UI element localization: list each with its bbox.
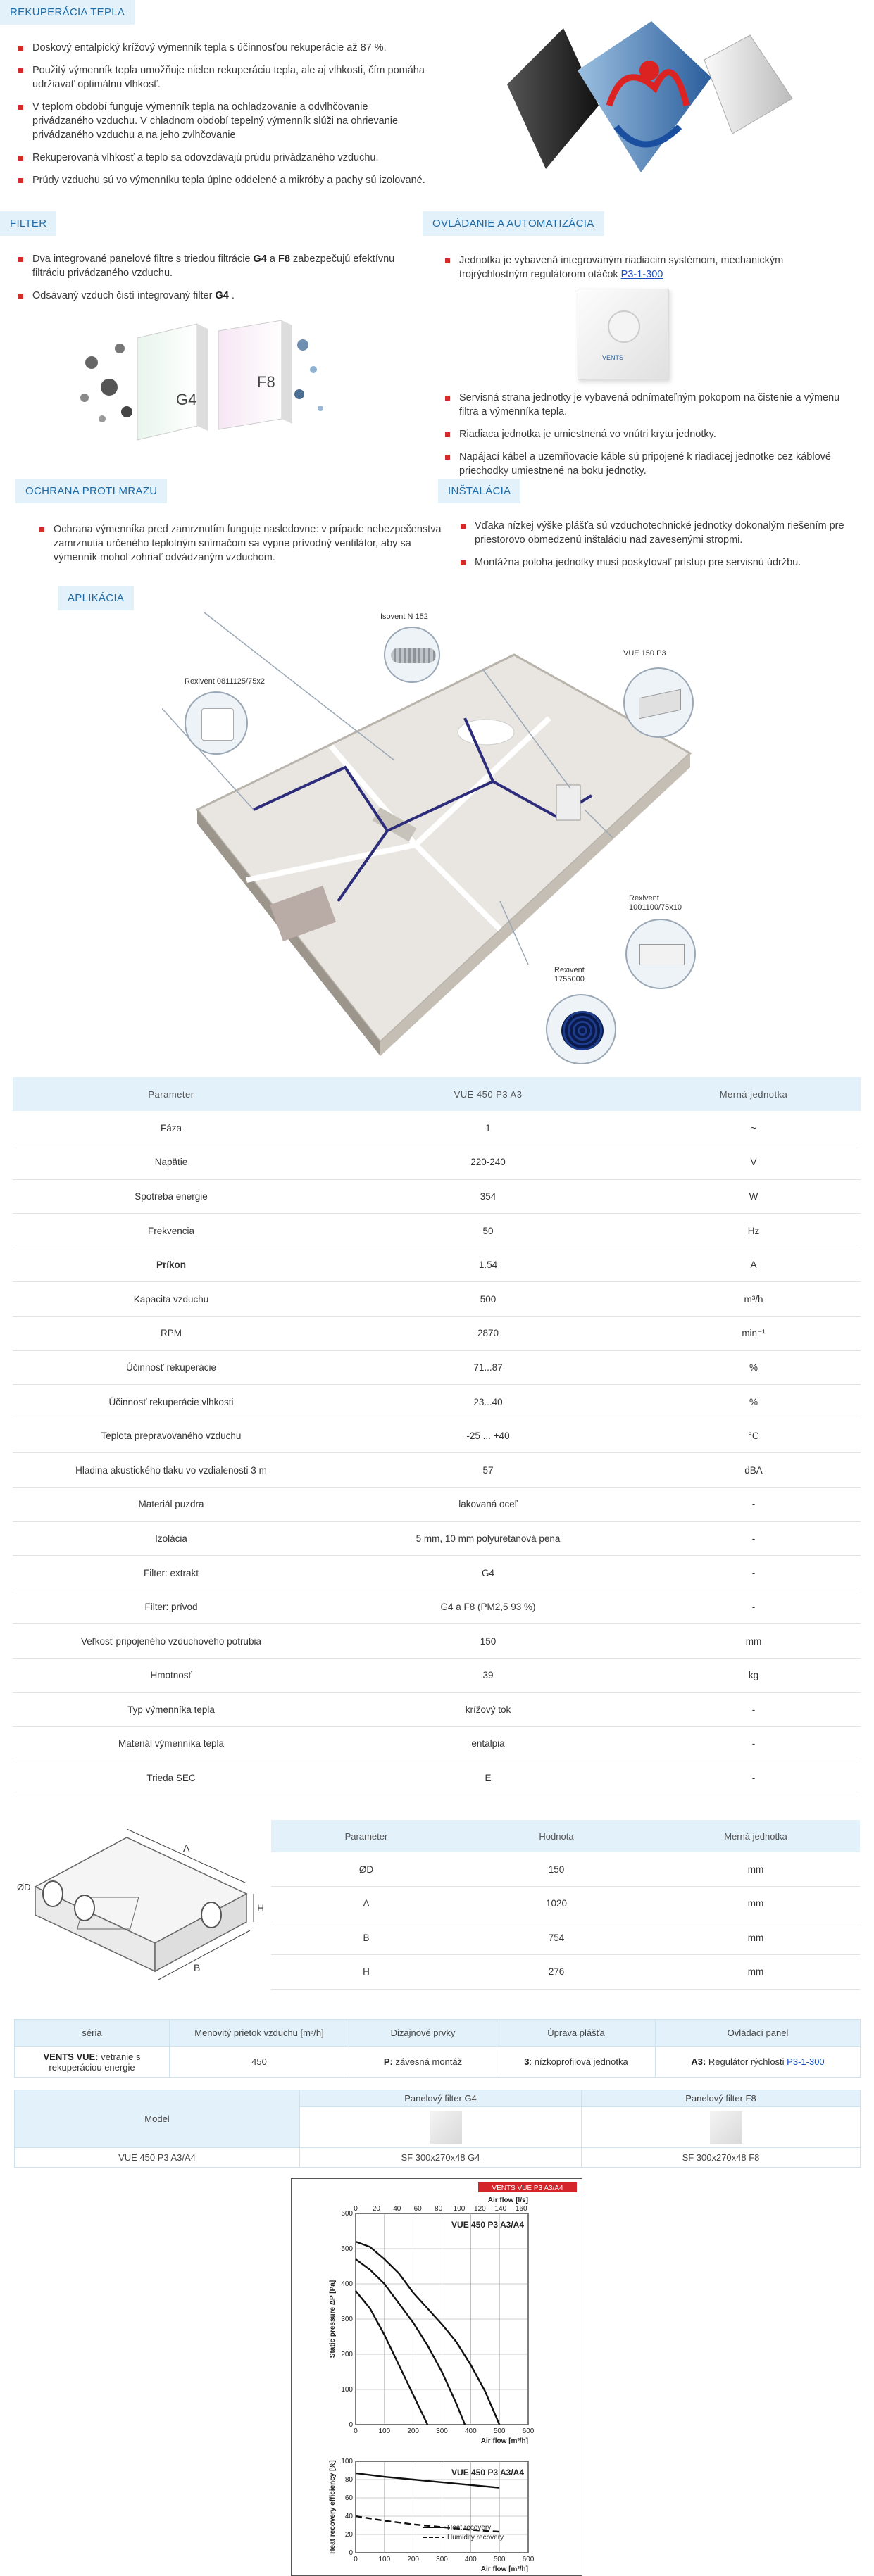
param-value-cell: 57 [330, 1453, 647, 1488]
param-name-cell: Spotreba energie [13, 1179, 330, 1214]
series-table [14, 2019, 861, 2078]
param-name-cell: Hmotnosť [13, 1659, 330, 1693]
param-unit-cell: Hz [647, 1214, 861, 1248]
x-tick-label: 600 [522, 2556, 535, 2563]
dim-label-a: A [183, 1842, 190, 1854]
table-row [271, 1955, 860, 1990]
callout-rexivent-3-label: Rexivent 1755000 [554, 966, 585, 984]
param-name-cell: Účinnosť rekuperácie vlhkosti [13, 1385, 330, 1419]
filter-g4-header: Panelový filter G4 [300, 2090, 582, 2107]
filter-f8-header: Panelový filter F8 [582, 2090, 861, 2107]
param-value-cell: 5 mm, 10 mm polyuretánová pena [330, 1521, 647, 1556]
param-value-cell: 220-240 [330, 1145, 647, 1180]
param-value-cell: 150 [330, 1624, 647, 1659]
install-bullets [458, 519, 859, 578]
y-tick-label: 100 [341, 2458, 353, 2465]
col-series: séria [15, 2020, 170, 2047]
recovery-bullet: Rekuperovaná vlhkosť a teplo sa odovzdávajú prúdu privádzaného vzduchu. [15, 151, 431, 165]
top-tick-label: 0 [354, 2205, 358, 2213]
param-unit-cell: dBA [647, 1453, 861, 1488]
control-bullet: Servisná strana jednotky je vybavená odnímateľným pokopom na čistenie a výmenu filtra a výmenníka tepla. [442, 391, 851, 419]
param-name-cell: Typ výmenníka tepla [13, 1692, 330, 1727]
table-row [271, 1887, 860, 1921]
param-value-cell: -25 ... +40 [330, 1419, 647, 1453]
table-row [13, 1350, 861, 1385]
top-tick-label: 60 [413, 2205, 422, 2213]
table-row [271, 1921, 860, 1955]
table-row [271, 1852, 860, 1887]
filter-g4-image-cell [300, 2107, 582, 2148]
param-value-cell: lakovaná oceľ [330, 1488, 647, 1522]
table-row [13, 1179, 861, 1214]
table-row [13, 1282, 861, 1317]
param-unit-cell: - [647, 1692, 861, 1727]
param-unit-cell: - [647, 1488, 861, 1522]
y-tick-label: 80 [344, 2476, 353, 2484]
install-bullet: Vďaka nízkej výške plášťa sú vzduchotechnické jednotky dokonalým riešením pre priestorovo obmedzenú inštaláciu nad zavesenými stropmi. [458, 519, 859, 547]
series-value-row [15, 2047, 861, 2078]
filter-model-header: Model [15, 2090, 300, 2148]
control-bullet: Napájací kábel a uzemňovacie káble sú pripojené k riadiacej jednotke cez káblové priechodky umiestnené na boku jednotky. [442, 450, 851, 478]
section-title-control: OVLÁDANIE A AUTOMATIZÁCIA [423, 211, 604, 236]
param-name-cell: Veľkosť pripojeného vzduchového potrubia [13, 1624, 330, 1659]
y-tick-label: 300 [341, 2316, 353, 2323]
y-axis-label: Heat recovery efficiency [%] [329, 2460, 337, 2554]
f8-label: F8 [257, 373, 275, 391]
y-tick-label: 100 [341, 2386, 353, 2394]
y-tick-label: 500 [341, 2245, 353, 2253]
param-name-cell: Účinnosť rekuperácie [13, 1350, 330, 1385]
filter-f8-image-cell [582, 2107, 861, 2148]
param-unit-cell: - [647, 1556, 861, 1590]
dim-value-cell: 276 [461, 1955, 651, 1990]
param-unit-cell: kg [647, 1659, 861, 1693]
recovery-bullet: Použitý výmenník tepla umožňuje nielen rekuperáciu tepla, ale aj vlhkosti, čím pomáha udržiavať optimálnu vlhkosť. [15, 63, 431, 92]
col-dim-parameter: Parameter [271, 1820, 461, 1852]
filter-bullet: Odsávaný vzduch čistí integrovaný filter G4 . [15, 289, 410, 303]
dim-name-cell: H [271, 1955, 461, 1990]
section-title-filter: FILTER [0, 211, 56, 236]
dimensions-header-row [271, 1820, 860, 1852]
filter-f8-image [710, 2111, 742, 2144]
controller-link[interactable]: P3-1-300 [620, 269, 663, 280]
param-name-cell: Fáza [13, 1111, 330, 1145]
dim-unit-cell: mm [651, 1955, 860, 1990]
param-name-cell: Materiál výmenníka tepla [13, 1727, 330, 1761]
design-cell: P: závesná montáž [349, 2047, 497, 2078]
table-row [13, 1556, 861, 1590]
y-tick-label: 0 [349, 2549, 353, 2557]
x-tick-label: 200 [407, 2427, 420, 2435]
callout-rexivent-1 [185, 691, 248, 755]
y-tick-label: 20 [344, 2531, 353, 2539]
param-unit-cell: - [647, 1521, 861, 1556]
parameters-header-row [13, 1077, 861, 1111]
param-value-cell: 23...40 [330, 1385, 647, 1419]
filter-bullet: Dva integrované panelové filtre s triedou filtrácie G4 a F8 zabezpečujú efektívnu filtráciu privádzaného vzduchu. [15, 252, 410, 280]
dim-name-cell: ØD [271, 1852, 461, 1887]
param-name-cell: RPM [13, 1317, 330, 1351]
parameters-table [13, 1077, 861, 1795]
callout-rexivent-2-label: Rexivent 1001100/75x10 [629, 894, 682, 912]
table-row [13, 1521, 861, 1556]
param-unit-cell: mm [647, 1624, 861, 1659]
col-unit: Merná jednotka [647, 1077, 861, 1111]
recovery-bullets [15, 41, 431, 196]
dim-label-b: B [194, 1962, 201, 1973]
chart-banner: VENTS VUE P3 A3/A4 [492, 2185, 563, 2192]
param-name-cell: Trieda SEC [13, 1761, 330, 1795]
dim-unit-cell: mm [651, 1887, 860, 1921]
table-row [13, 1488, 861, 1522]
x-tick-label: 400 [464, 2427, 477, 2435]
param-unit-cell: - [647, 1590, 861, 1624]
col-dim-value: Hodnota [461, 1820, 651, 1852]
x-tick-label: 100 [378, 2427, 391, 2435]
col-dim-unit: Merná jednotka [651, 1820, 860, 1852]
filter-value-row [15, 2148, 861, 2168]
param-unit-cell: min⁻¹ [647, 1317, 861, 1351]
dimension-drawing [14, 1823, 268, 1985]
table-row [13, 1453, 861, 1488]
param-value-cell: G4 [330, 1556, 647, 1590]
col-design: Dizajnové prvky [349, 2020, 497, 2047]
section-title-recovery: REKUPERÁCIA TEPLA [0, 0, 135, 25]
col-value: VUE 450 P3 A3 [330, 1077, 647, 1111]
chart-title: VUE 450 P3 A3/A4 [451, 2468, 524, 2477]
finish-cell: 3: nízkoprofilová jednotka [497, 2047, 656, 2078]
y-tick-label: 0 [349, 2421, 353, 2429]
param-value-cell: krížový tok [330, 1692, 647, 1727]
col-flow: Menovitý prietok vzduchu [m³/h] [170, 2020, 349, 2047]
param-unit-cell: V [647, 1145, 861, 1180]
table-row [13, 1419, 861, 1453]
col-finish: Úprava plášťa [497, 2020, 656, 2047]
param-value-cell: 1.54 [330, 1248, 647, 1282]
heat-exchanger-illustration [493, 21, 810, 190]
recovery-bullet: V teplom období funguje výmenník tepla na ochladzovanie a odvlhčovanie privádzaného vzduchu. V chladnom období tepelný výmenník slúži na ohrievanie privádzaného vzduchu a na jeho zvlhčovanie [15, 100, 431, 142]
x-tick-label: 400 [464, 2556, 477, 2563]
table-row [13, 1727, 861, 1761]
callout-vue-label: VUE 150 P3 [623, 649, 666, 658]
performance-charts-svg [291, 2178, 582, 2576]
frost-bullet: Ochrana výmenníka pred zamrznutím funguje nasledovne: v prípade nebezpečenstva zamrznutia určeného teplotným snímačom sa vypne prívodný ventilátor, aby sa výmenník mohol zohriať odvádzaným vzduchom. [37, 522, 445, 565]
x-tick-label: 500 [493, 2556, 506, 2563]
param-value-cell: E [330, 1761, 647, 1795]
param-value-cell: 500 [330, 1282, 647, 1317]
series-line-2 [356, 2291, 427, 2425]
filter-f8-cell: SF 300x270x48 F8 [582, 2148, 861, 2168]
top-tick-label: 80 [435, 2205, 443, 2213]
table-row [13, 1624, 861, 1659]
filter-model-cell: VUE 450 P3 A3/A4 [15, 2148, 300, 2168]
table-row [13, 1317, 861, 1351]
section-title-install: INŠTALÁCIA [438, 479, 520, 503]
recovery-bullet: Prúdy vzduchu sú vo výmenníku tepla úplne oddelené a mikróby a pachy sú izolované. [15, 173, 431, 187]
table-row [13, 1659, 861, 1693]
series-line-0 [356, 2242, 499, 2425]
x-tick-label: 100 [378, 2556, 391, 2563]
param-value-cell: entalpia [330, 1727, 647, 1761]
table-row [13, 1385, 861, 1419]
param-unit-cell: m³/h [647, 1282, 861, 1317]
param-name-cell: Filter: prívod [13, 1590, 330, 1624]
top-tick-label: 20 [372, 2205, 380, 2213]
table-row [13, 1145, 861, 1180]
param-value-cell: G4 a F8 (PM2,5 93 %) [330, 1590, 647, 1624]
callout-isovent [384, 627, 440, 683]
filter-bullets [15, 252, 410, 311]
install-bullet: Montážna poloha jednotky musí poskytovať prístup pre servisnú údržbu. [458, 555, 859, 570]
table-row [13, 1111, 861, 1145]
x-tick-label: 0 [354, 2427, 358, 2435]
col-panel: Ovládací panel [656, 2020, 861, 2047]
param-unit-cell: W [647, 1179, 861, 1214]
x-tick-label: 600 [522, 2427, 535, 2435]
callout-rexivent-1-label: Rexivent 0811125/75x2 [185, 677, 265, 686]
top-tick-label: 140 [494, 2205, 507, 2213]
flow-cell: 450 [170, 2047, 349, 2078]
recovery-bullet: Doskový entalpický krížový výmenník tepla s účinnosťou rekuperácie až 87 %. [15, 41, 431, 55]
legend-label: Humidity recovery [447, 2534, 504, 2542]
param-name-cell: Frekvencia [13, 1214, 330, 1248]
filter-g4-image [430, 2111, 462, 2144]
x-tick-label: 200 [407, 2556, 420, 2563]
top-axis-label: Air flow [l/s] [487, 2197, 528, 2204]
top-tick-label: 40 [393, 2205, 401, 2213]
section-title-frost: OCHRANA PROTI MRAZU [15, 479, 167, 503]
speed-controller-image [578, 289, 669, 380]
y-tick-label: 400 [341, 2280, 353, 2288]
top-tick-label: 100 [453, 2205, 466, 2213]
param-value-cell: 354 [330, 1179, 647, 1214]
panel-link[interactable]: P3-1-300 [787, 2056, 825, 2067]
filter-table [14, 2090, 861, 2168]
top-tick-label: 160 [515, 2205, 527, 2213]
callout-rexivent-3 [546, 994, 616, 1064]
table-row [13, 1692, 861, 1727]
control-bullet: Jednotka je vybavená integrovaným riadiacim systémom, mechanickým trojrýchlostným regulátorom otáčok P3-1-300 [442, 253, 851, 282]
dim-name-cell: A [271, 1887, 461, 1921]
param-unit-cell: - [647, 1727, 861, 1761]
param-name-cell: Napätie [13, 1145, 330, 1180]
param-name-cell: Hladina akustického tlaku vo vzdialenosti 3 m [13, 1453, 330, 1488]
callout-rexivent-2 [625, 919, 696, 989]
col-parameter: Parameter [13, 1077, 330, 1111]
param-name-cell: Príkon [13, 1248, 330, 1282]
dim-unit-cell: mm [651, 1921, 860, 1955]
param-name-cell: Materiál puzdra [13, 1488, 330, 1522]
param-value-cell: 50 [330, 1214, 647, 1248]
param-name-cell: Filter: extrakt [13, 1556, 330, 1590]
filters-illustration [70, 320, 338, 447]
chart-title: VUE 450 P3 A3/A4 [451, 2220, 524, 2230]
unit-in-plan [556, 785, 580, 820]
param-unit-cell: A [647, 1248, 861, 1282]
control-bullets [442, 391, 851, 486]
g4-label: G4 [176, 391, 197, 408]
dim-label-h: H [257, 1902, 265, 1914]
filter-g4-cell: SF 300x270x48 G4 [300, 2148, 582, 2168]
param-value-cell: 2870 [330, 1317, 647, 1351]
param-value-cell: 1 [330, 1111, 647, 1145]
table-row [13, 1248, 861, 1282]
x-axis-label: Air flow [m³/h] [480, 2437, 528, 2445]
y-tick-label: 200 [341, 2351, 353, 2358]
series-cell: VENTS VUE: vetranie s rekuperáciou energie [15, 2047, 170, 2078]
param-unit-cell: % [647, 1385, 861, 1419]
dim-value-cell: 754 [461, 1921, 651, 1955]
controller-brand: VENTS [602, 354, 624, 361]
series-header-row [15, 2020, 861, 2047]
control-bullet-first [442, 253, 851, 290]
control-bullet: Riadiaca jednotka je umiestnená vo vnútri krytu jednotky. [442, 427, 851, 441]
panel-cell: A3: Regulátor rýchlosti P3-1-300 [656, 2047, 861, 2078]
param-unit-cell: % [647, 1350, 861, 1385]
x-tick-label: 300 [436, 2427, 448, 2435]
x-tick-label: 0 [354, 2556, 358, 2563]
dim-value-cell: 150 [461, 1852, 651, 1887]
dim-name-cell: B [271, 1921, 461, 1955]
param-name-cell: Teplota prepravovaného vzduchu [13, 1419, 330, 1453]
top-tick-label: 120 [474, 2205, 486, 2213]
param-unit-cell: - [647, 1761, 861, 1795]
param-name-cell: Kapacita vzduchu [13, 1282, 330, 1317]
param-value-cell: 71...87 [330, 1350, 647, 1385]
y-tick-label: 40 [344, 2513, 353, 2520]
x-axis-label: Air flow [m³/h] [480, 2565, 528, 2573]
frost-bullets [37, 522, 445, 573]
controller-knob [608, 310, 640, 343]
legend-label: Heat recovery [447, 2524, 492, 2532]
x-tick-label: 300 [436, 2556, 448, 2563]
param-unit-cell: °C [647, 1419, 861, 1453]
callout-vue-unit [623, 667, 694, 738]
y-tick-label: 600 [341, 2210, 353, 2218]
x-tick-label: 500 [493, 2427, 506, 2435]
filter-header-row [15, 2090, 861, 2107]
dimensions-table [271, 1820, 860, 1990]
table-row [13, 1761, 861, 1795]
table-row [13, 1590, 861, 1624]
dim-label-d: ØD [17, 1882, 31, 1892]
dim-unit-cell: mm [651, 1852, 860, 1887]
y-tick-label: 60 [344, 2494, 353, 2502]
dim-value-cell: 1020 [461, 1887, 651, 1921]
param-name-cell: Izolácia [13, 1521, 330, 1556]
table-row [13, 1214, 861, 1248]
param-value-cell: 39 [330, 1659, 647, 1693]
y-axis-label: Static pressure ΔP [Pa] [329, 2280, 337, 2358]
section-title-application: APLIKÁCIA [58, 586, 134, 610]
param-unit-cell: ~ [647, 1111, 861, 1145]
callout-isovent-label: Isovent N 152 [380, 612, 428, 621]
